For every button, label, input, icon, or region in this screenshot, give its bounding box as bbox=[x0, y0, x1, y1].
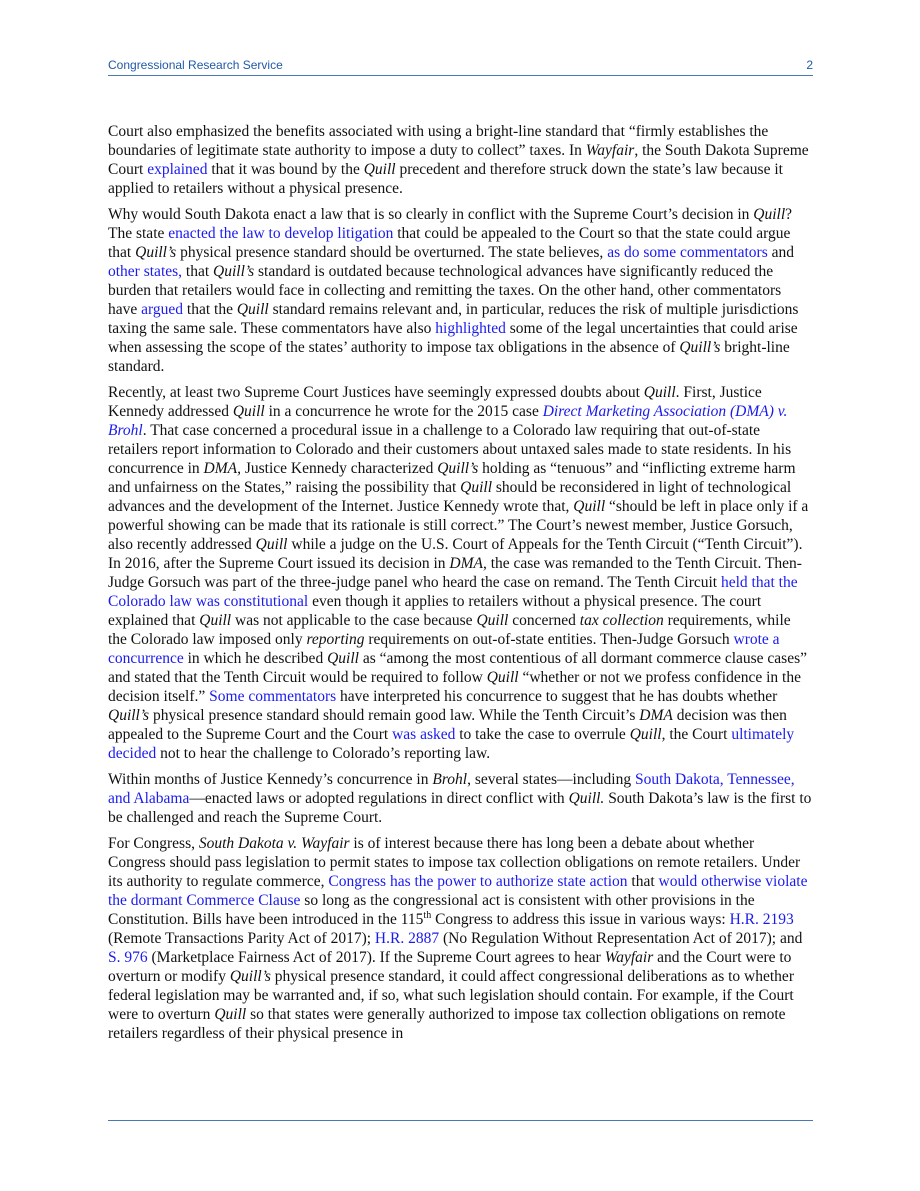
text-run: For Congress, bbox=[108, 835, 199, 852]
hyperlink[interactable]: would otherwise violate the dormant Commerce Clause bbox=[108, 873, 808, 909]
italic-text: Wayfair bbox=[604, 949, 654, 966]
text-run: is of interest because there has long been a debate about whether Congress should pass legislation to permit states to impose tax collection obligations on remote retailers. Under its authority to regulate commerce, bbox=[108, 835, 801, 890]
hyperlink[interactable]: enacted the law to develop litigation bbox=[168, 225, 394, 242]
italic-text: Quill’s bbox=[437, 460, 479, 477]
text-run: (Remote Transactions Parity Act of 2017); bbox=[108, 930, 375, 947]
text-run: decision was then appealed to the Supreme Court and the Court bbox=[108, 707, 787, 743]
text-run: . That case concerned a procedural issue in a challenge to a Colorado law requiring that out-of-state retailers report information to Colorado and their customers about untaxed sales made to state residents. In his concurrence in bbox=[108, 422, 792, 477]
text-run: so long as the congressional act is consistent with other provisions in the Constitution. Bills have been introduced in the 115 bbox=[108, 892, 755, 928]
text-run: standard remains relevant and, in particular, reduces the risk of multiple jurisdictions taxing the same sale. These commentators have also bbox=[108, 301, 799, 337]
italic-text: Quill’s bbox=[135, 244, 177, 261]
text-run: requirements, while the Colorado law imposed only bbox=[108, 612, 791, 648]
hyperlink[interactable]: explained bbox=[147, 161, 208, 178]
document-body bbox=[108, 122, 813, 1050]
text-run: holding as “tenuous” and “inflicting extreme harm and unfairness on the States,” raising the possibility that bbox=[108, 460, 796, 496]
italic-text: Quill bbox=[327, 650, 359, 667]
text-run: in which he described bbox=[183, 650, 328, 667]
italic-text: reporting bbox=[306, 631, 365, 648]
italic-text: Quill’s bbox=[679, 339, 721, 356]
text-run: was not applicable to the case because bbox=[231, 612, 477, 629]
text-run: (No Regulation Without Representation Act of 2017); and bbox=[439, 930, 803, 947]
text-run: and bbox=[767, 244, 795, 261]
text-run: physical presence standard, it could affect congressional deliberations as to whether federal legislation may be warranted and, if so, what such legislation should contain. For example, if the Court were to overturn bbox=[108, 968, 794, 1023]
paragraph bbox=[108, 770, 813, 827]
italic-text: Quill’s bbox=[213, 263, 255, 280]
italic-text: Quill bbox=[363, 161, 396, 178]
italic-text: Quill bbox=[476, 612, 509, 629]
text-run: even though it applies to retailers without a physical presence. The court explained that bbox=[108, 593, 762, 629]
text-run: requirements on out-of-state entities. Then-Judge Gorsuch bbox=[364, 631, 734, 648]
text-run: ? The state bbox=[108, 206, 793, 242]
text-run: that the bbox=[183, 301, 237, 318]
italic-text: Quill bbox=[199, 612, 232, 629]
text-run: and the Court were to overturn or modify bbox=[108, 949, 792, 985]
text-run: Why would South Dakota enact a law that is so clearly in conflict with the Supreme Court’s decision in bbox=[108, 206, 754, 223]
header-divider bbox=[108, 75, 813, 76]
italic-text: Quill bbox=[255, 536, 288, 553]
text-run: in a concurrence he wrote for the 2015 case bbox=[264, 403, 543, 420]
paragraph bbox=[108, 205, 813, 376]
hyperlink[interactable]: as do some commentators bbox=[607, 244, 768, 261]
text-run: some of the legal uncertainties that could arise when assessing the scope of the states’ authority to impose tax obligations in the absence of bbox=[108, 320, 798, 356]
page-header bbox=[108, 58, 813, 76]
text-run: concerned bbox=[508, 612, 580, 629]
text-run: “should be left in place only if a powerful showing can be made that its rationale is still correct.” The Court’s newest member, Justice Gorsuch, also recently addressed bbox=[108, 498, 809, 553]
text-run: . First, Justice Kennedy addressed bbox=[108, 384, 762, 420]
italic-text: Quill bbox=[629, 726, 662, 743]
italic-text: Quill’s bbox=[229, 968, 271, 985]
italic-text: Quill bbox=[753, 206, 786, 223]
text-run: not to hear the challenge to Colorado’s reporting law. bbox=[156, 745, 491, 762]
text-run: that could be appealed to the Court so that the state could argue that bbox=[108, 225, 791, 261]
text-run: that bbox=[182, 263, 214, 280]
text-run: so that states were generally authorized to impose tax collection obligations on remote retailers regardless of their physical presence in bbox=[108, 1006, 786, 1042]
text-run: , the case was remanded to the Tenth Circuit. Then-Judge Gorsuch was part of the three-judge panel who heard the case on remand. The Tenth Circuit bbox=[108, 555, 802, 591]
hyperlink[interactable]: H.R. 2193 bbox=[729, 911, 794, 928]
italic-text: Quill bbox=[486, 669, 519, 686]
hyperlink[interactable]: argued bbox=[141, 301, 184, 318]
text-run: South Dakota’s law is the first to be challenged and reach the Supreme Court. bbox=[108, 790, 812, 826]
italic-text: tax collection bbox=[579, 612, 664, 629]
hyperlink[interactable]: Direct Marketing Association (DMA) v. Brohl bbox=[108, 403, 788, 439]
italic-text: DMA, bbox=[203, 460, 241, 477]
text-run: that it was bound by the bbox=[207, 161, 364, 178]
italic-text: Brohl bbox=[432, 771, 468, 788]
text-run: , the South Dakota Supreme Court bbox=[108, 142, 809, 178]
text-run: standard is outdated because technological advances have significantly reduced the burden that retailers would face in collecting and remitting the taxes. On the other hand, other commentators have bbox=[108, 263, 782, 318]
text-run: bright-line standard. bbox=[108, 339, 790, 375]
hyperlink[interactable]: other states, bbox=[108, 263, 183, 280]
superscript: th bbox=[423, 909, 432, 921]
hyperlink[interactable]: S. 976 bbox=[108, 949, 148, 966]
italic-text: Quill bbox=[214, 1006, 247, 1023]
text-run: to take the case to overrule bbox=[455, 726, 630, 743]
hyperlink[interactable]: highlighted bbox=[435, 320, 506, 337]
hyperlink[interactable]: held that the Colorado law was constitutional bbox=[108, 574, 798, 610]
italic-text: Quill bbox=[232, 403, 265, 420]
italic-text: Quill bbox=[643, 384, 676, 401]
text-run: precedent and therefore struck down the state’s law because it applied to retailers without a physical presence. bbox=[108, 161, 783, 197]
text-run: while a judge on the U.S. Court of Appeals for the Tenth Circuit (“Tenth Circuit”). In 2016, after the Supreme Court issued its decision in bbox=[108, 536, 803, 572]
text-run: , several states—including bbox=[467, 771, 635, 788]
page-number: 2 bbox=[806, 58, 813, 72]
text-run: Recently, at least two Supreme Court Justices have seemingly expressed doubts about bbox=[108, 384, 644, 401]
italic-text: Quill bbox=[573, 498, 606, 515]
hyperlink[interactable]: wrote a concurrence bbox=[108, 631, 780, 667]
italic-text: Quill bbox=[236, 301, 269, 318]
text-run: physical presence standard should remain good law. While the Tenth Circuit’s bbox=[149, 707, 640, 724]
paragraph bbox=[108, 834, 813, 1043]
text-run: have interpreted his concurrence to suggest that he has doubts whether bbox=[336, 688, 778, 705]
hyperlink[interactable]: was asked bbox=[392, 726, 456, 743]
text-run: —enacted laws or adopted regulations in direct conflict with bbox=[189, 790, 569, 807]
paragraph bbox=[108, 383, 813, 763]
text-run: Justice Kennedy characterized bbox=[240, 460, 438, 477]
italic-text: DMA bbox=[449, 555, 483, 572]
hyperlink[interactable]: H.R. 2887 bbox=[374, 930, 440, 947]
text-run: (Marketplace Fairness Act of 2017). If the Supreme Court agrees to hear bbox=[147, 949, 605, 966]
italic-text: Wayfair bbox=[585, 142, 635, 159]
footer-divider bbox=[108, 1120, 813, 1121]
hyperlink[interactable]: South Dakota, Tennessee, and Alabama bbox=[108, 771, 795, 807]
italic-text: DMA bbox=[639, 707, 673, 724]
hyperlink[interactable]: ultimately decided bbox=[108, 726, 795, 762]
text-run: Congress to address this issue in various ways: bbox=[431, 911, 730, 928]
italic-text: Quill’s bbox=[108, 707, 150, 724]
text-run: Within months of Justice Kennedy’s concurrence in bbox=[108, 771, 433, 788]
paragraph bbox=[108, 122, 813, 198]
hyperlink[interactable]: Some commentators bbox=[209, 688, 337, 705]
text-run: Court also emphasized the benefits associated with using a bright-line standard that “firmly establishes the boundaries of legitimate state authority to impose a duty to collect” taxes. In bbox=[108, 123, 769, 159]
italic-text: Quill bbox=[460, 479, 493, 496]
header-source: Congressional Research Service bbox=[108, 58, 283, 72]
hyperlink[interactable]: Congress has the power to authorize state action bbox=[328, 873, 628, 890]
text-run: should be reconsidered in light of technological advances and the development of the Internet. Justice Kennedy wrote that, bbox=[108, 479, 792, 515]
text-run: , the Court bbox=[661, 726, 732, 743]
text-run: physical presence standard should be overturned. The state believes, bbox=[176, 244, 608, 261]
italic-text: South Dakota v. Wayfair bbox=[198, 835, 350, 852]
text-run: “whether or not we profess confidence in the decision itself.” bbox=[108, 669, 801, 705]
italic-text: Quill. bbox=[568, 790, 605, 807]
text-run: as “among the most contentious of all dormant commerce clause cases” and stated that the Tenth Circuit would be required to follow bbox=[108, 650, 808, 686]
text-run: that bbox=[627, 873, 659, 890]
